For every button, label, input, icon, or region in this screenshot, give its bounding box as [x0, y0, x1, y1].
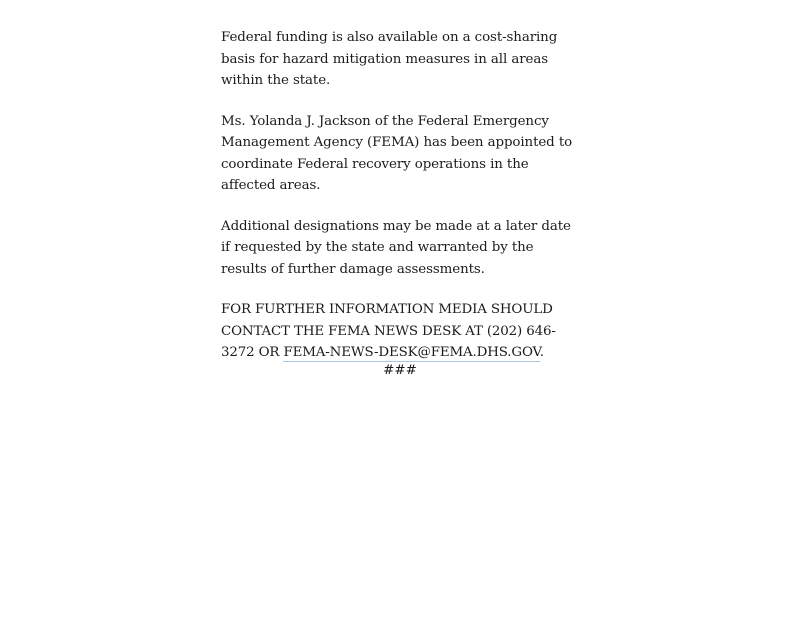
media-contact-end-punctuation: . [539, 345, 544, 360]
fema-news-desk-email-link[interactable]: FEMA-NEWS-DESK@FEMA.DHS.GOV [283, 345, 540, 360]
paragraph-additional-designations: Additional designations may be made at a later date if requested by the state and warranted by the results of further damage assessments. [221, 218, 571, 277]
end-of-release-mark: ### [383, 363, 417, 378]
media-contact-paragraph [221, 299, 583, 364]
paragraph-coordinating-officer: Ms. Yolanda J. Jackson of the Federal Emergency Management Agency (FEMA) has been appointed to coordinate Federal recovery operations in the affected areas. [221, 113, 573, 193]
press-release-body [221, 27, 583, 383]
paragraph-hazard-mitigation: Federal funding is also available on a cost-sharing basis for hazard mitigation measures in all areas within the state. [221, 30, 558, 88]
media-contact-text: FOR FURTHER INFORMATION MEDIA SHOULD CONTACT THE FEMA NEWS DESK AT (202) 646-3272 OR [221, 302, 556, 360]
